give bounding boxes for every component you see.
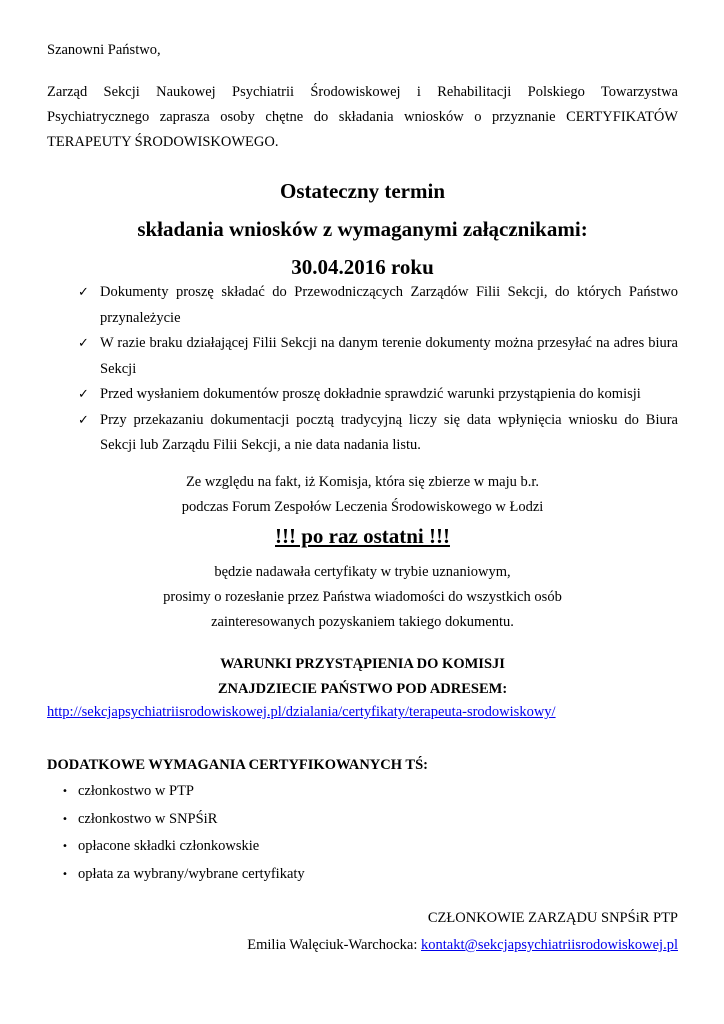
notice-body [47,560,678,635]
requirement-text: członkostwo w PTP [78,783,194,799]
list-item [62,778,305,806]
checklist-item [72,382,678,408]
conditions-line-1: WARUNKI PRZYSTĄPIENIA DO KOMISJI [220,656,505,672]
conditions-line-2: ZNAJDZIECIE PAŃSTWO POD ADRESEM: [217,681,508,697]
bullet-icon: • [62,868,68,880]
bullet-icon: • [62,786,68,797]
requirements-title: DODATKOWE WYMAGANIA CERTYFIKOWANYCH TŚ: [47,757,428,773]
requirement-text: opłata za wybrany/wybrane certyfikaty [78,865,305,882]
requirements-list [62,778,305,888]
contact-email-link[interactable]: kontakt@sekcjapsychiatriisrodowiskowej.pl [421,937,678,953]
bullet-icon: • [62,841,68,852]
contact-line [247,932,678,959]
requirement-text: opłacone składki członkowskie [78,838,260,854]
notice-line-5: zainteresowanych pozyskaniem takiego dokumentu. [211,614,514,630]
checklist-item-text: Dokumenty proszę składać do Przewodniczących Zarządów Filii Sekcji, do których Państwo przynależycie [100,284,678,326]
checklist-item-text: Przed wysłaniem dokumentów proszę dokładnie sprawdzić warunki przystąpienia do komisji [100,386,641,402]
board-signature: CZŁONKOWIE ZARZĄDU SNPŚiR PTP [427,910,678,926]
checklist-item [72,280,678,331]
last-time-emphasis: !!! po raz ostatni !!! [275,524,450,548]
deadline-date: 30.04.2016 roku [291,255,434,279]
intro-paragraph: Zarząd Sekcji Naukowej Psychiatrii Środowiskowej i Rehabilitacji Polskiego Towarzystwa Psychiatrycznego zaprasza osoby chętne do składania wniosków o przyznanie CERTYFIKATÓW TERAPEUTY ŚRODOWISKOWEGO. [47,84,678,150]
checklist-item [72,331,678,382]
list-item [62,833,305,861]
list-item [62,861,305,889]
checkmark-icon: ✓ [78,285,89,300]
checklist-item-text: Przy przekazaniu dokumentacji pocztą tradycyjną liczy się data wpłynięcia wniosku do Biura Sekcji lub Zarządu Filii Sekcji, a nie data nadania listu. [100,411,678,453]
requirement-text: członkostwo w SNPŚiR [78,810,218,827]
notice-line-3: będzie nadawała certyfikaty w trybie uznaniowym, [214,564,511,580]
checklist-item [72,408,678,459]
conditions-heading [47,652,678,702]
checkmark-icon: ✓ [78,412,89,428]
checkmark-icon: ✓ [78,387,89,402]
deadline-headline [47,172,678,286]
checkmark-icon: ✓ [78,336,89,351]
list-item [62,806,305,834]
headline-line-1: Ostateczny termin [279,179,446,203]
notice-line-2: podczas Forum Zespołów Leczenia Środowiskowego w Łodzi [181,499,544,515]
notice-intro [47,470,678,520]
bullet-icon: • [62,813,68,825]
signature-block [247,905,678,959]
conditions-link[interactable]: http://sekcjapsychiatriisrodowiskowej.pl/dzialania/certyfikaty/terapeuta-srodowiskowy/ [47,704,556,720]
notice-line-4: prosimy o rozesłanie przez Państwa wiadomości do wszystkich osób [163,589,562,605]
checklist-item-text: W razie braku działającej Filii Sekcji na danym terenie dokumenty można przesyłać na adres biura Sekcji [100,335,678,377]
headline-line-2: składania wniosków z wymaganymi załącznikami: [137,217,588,241]
instructions-checklist [72,280,678,459]
contact-name: Emilia Walęciuk-Warchocka: [247,937,418,953]
notice-line-1: Ze względu na fakt, iż Komisja, która się zbierze w maju b.r. [185,474,540,490]
greeting: Szanowni Państwo, [47,42,161,58]
